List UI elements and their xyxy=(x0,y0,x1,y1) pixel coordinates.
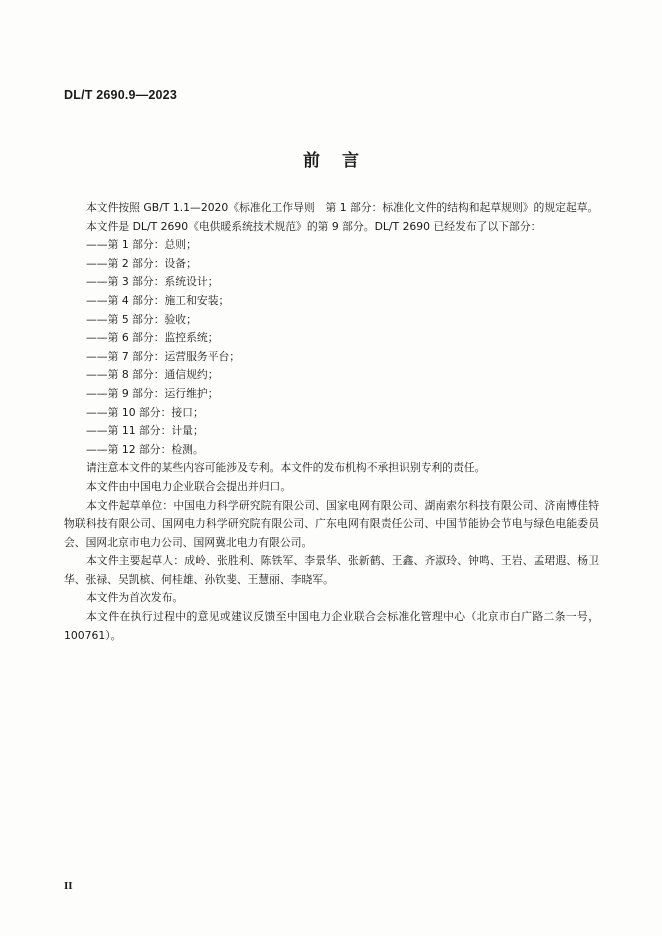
list-item: ——第 5 部分：验收； xyxy=(86,312,197,326)
list-item: ——第 11 部分：计量； xyxy=(86,424,204,438)
list-item: ——第 7 部分：运营服务平台； xyxy=(86,349,241,363)
paragraph-drafting-units: 本文件起草单位：中国电力科学研究院有限公司、国家电网有限公司、湖南索尔科技有限公司、济南博佳特物联科技有限公司、国网电力科学研究院有限公司、广东电网有限责任公司、中国节能协会节电与绿色电能委员会、国网北京市电力公司、国网冀北电力有限公司。 xyxy=(64,498,599,549)
list-item: ——第 10 部分：接口； xyxy=(86,405,204,419)
parts-list xyxy=(64,236,599,459)
paragraph-feedback: 本文件在执行过程中的意见或建议反馈至中国电力企业联合会标准化管理中心（北京市白广路二条一号，100761）。 xyxy=(64,610,599,642)
list-item: ——第 8 部分：通信规约； xyxy=(86,368,219,382)
page-title: 前言 xyxy=(303,151,381,171)
list-item: ——第 6 部分：监控系统； xyxy=(86,331,219,345)
list-item: ——第 12 部分：检测。 xyxy=(86,442,204,456)
foreword-body xyxy=(64,199,599,645)
paragraph-drafting-rules: 本文件按照 GB/T 1.1—2020《标准化工作导则 第 1 部分：标准化文件的结构和起草规则》的规定起草。 xyxy=(86,201,599,214)
list-item: ——第 4 部分：施工和安装； xyxy=(86,293,230,307)
page-number: II xyxy=(64,880,73,892)
list-item: ——第 3 部分：系统设计； xyxy=(86,275,219,289)
standard-number: DL/T 2690.9—2023 xyxy=(64,88,177,102)
list-item: ——第 9 部分：运行维护； xyxy=(86,386,219,400)
paragraph-proposer: 本文件由中国电力企业联合会提出并归口。 xyxy=(86,479,292,493)
paragraph-series-intro: 本文件是 DL/T 2690《电供暖系统技术规范》的第 9 部分。DL/T 2690 已经发布了以下部分： xyxy=(86,219,542,233)
paragraph-first-release: 本文件为首次发布。 xyxy=(86,591,184,605)
list-item: ——第 1 部分：总则； xyxy=(86,238,197,252)
paragraph-patent-notice: 请注意本文件的某些内容可能涉及专利。本文件的发布机构不承担识别专利的责任。 xyxy=(86,461,486,475)
list-item: ——第 2 部分：设备； xyxy=(86,256,197,270)
paragraph-main-drafters: 本文件主要起草人：成岭、张胜利、陈铁军、李景华、张新鹤、王鑫、齐淑玲、钟鸣、王岩、孟珺遐、杨卫华、张禄、吴凯槟、何桂雄、孙钦斐、王慧丽、李晓军。 xyxy=(64,554,599,586)
